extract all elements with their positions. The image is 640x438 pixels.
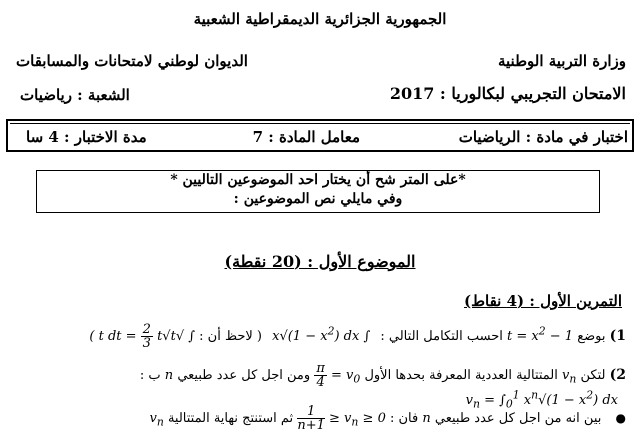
topic-title (0, 252, 640, 271)
duration-label: مدة الاختبار : 4 سا (26, 128, 147, 146)
bullet-item (6, 405, 626, 435)
bullet-text: بين انه من اجل كل عدد طبيعي (434, 411, 602, 426)
exercise-title-text: التمرين الأول : (4 نقاط) (464, 292, 622, 310)
bullet-dot: ● (615, 411, 626, 425)
notice-line-2: وفي مايلي نص الموضوعين : (233, 191, 403, 207)
q1-hint-label: ( لاحظ أن : (199, 329, 262, 344)
q2-vn-formula: $v_n = \int_0^1$ $x^n√(1 - x^2)$ dx (465, 389, 618, 411)
q2-number: 2) (609, 367, 626, 383)
q1-compute-text: احسب التكامل التالي : (380, 329, 503, 344)
exercise-title (464, 292, 622, 310)
exam-title: الامتحان التجريبي لبكالوريا : 2017 (389, 84, 626, 103)
republic-title: الجمهورية الجزائرية الديمقراطية الشعبية (193, 10, 447, 28)
bullet-n-symbol: n (422, 411, 431, 426)
bullet-then-text: فان : (389, 411, 419, 426)
bullet-deduce-text: ثم استنتج نهاية المتتالية (167, 411, 294, 426)
q1-integral-formula: ∫ $x√(1 - x^2)$ dx (272, 324, 371, 344)
q2-sequence-text: المتتالية العددية المعرفة بحدها الأول (364, 368, 558, 383)
exam-office-label: الديوان لوطني لامتحانات والمسابقات (16, 52, 248, 70)
subject-label: اختبار في مادة : الرياضيات (458, 128, 628, 146)
q2-by-text: ب : (139, 368, 161, 383)
q2-vn-symbol: $v_n$ (562, 368, 577, 386)
topic-title-text: الموضوع الأول : (20 نقطة) (224, 252, 416, 271)
question-2 (6, 361, 626, 411)
bullet-inequality: $0 \le v_n$ ≤ $\frac{1}{n+1}$ (297, 404, 386, 433)
q2-n-symbol: n (164, 368, 174, 383)
q1-hint-formula: ∫ √t dt = $\frac{2}{3}$ t√t ) (89, 322, 196, 351)
stream-label: الشعبة : رياضيات (20, 86, 130, 104)
info-bar-inner-top (10, 123, 630, 124)
notice-line-1: *على المتر شح أن يختار احد الموضوعين التاليين * (170, 172, 466, 188)
q1-number: 1) (609, 328, 626, 344)
question-1 (6, 323, 626, 359)
coefficient-label: معامل المادة : 7 (252, 128, 360, 146)
ministry-label: وزارة التربية الوطنية (497, 52, 626, 70)
q1-text: بوضع (577, 329, 606, 344)
bullet-vn-symbol: $v_n$ (149, 411, 164, 429)
q1-substitution-formula: $t = x^2 - 1$ (507, 324, 574, 344)
q2-for-all-text: ومن اجل كل عدد طبيعي (177, 368, 311, 383)
q2-text: لتكن (580, 368, 606, 383)
q2-v0-formula: $v_0$ = $\frac{\pi}{4}$ (316, 361, 361, 390)
